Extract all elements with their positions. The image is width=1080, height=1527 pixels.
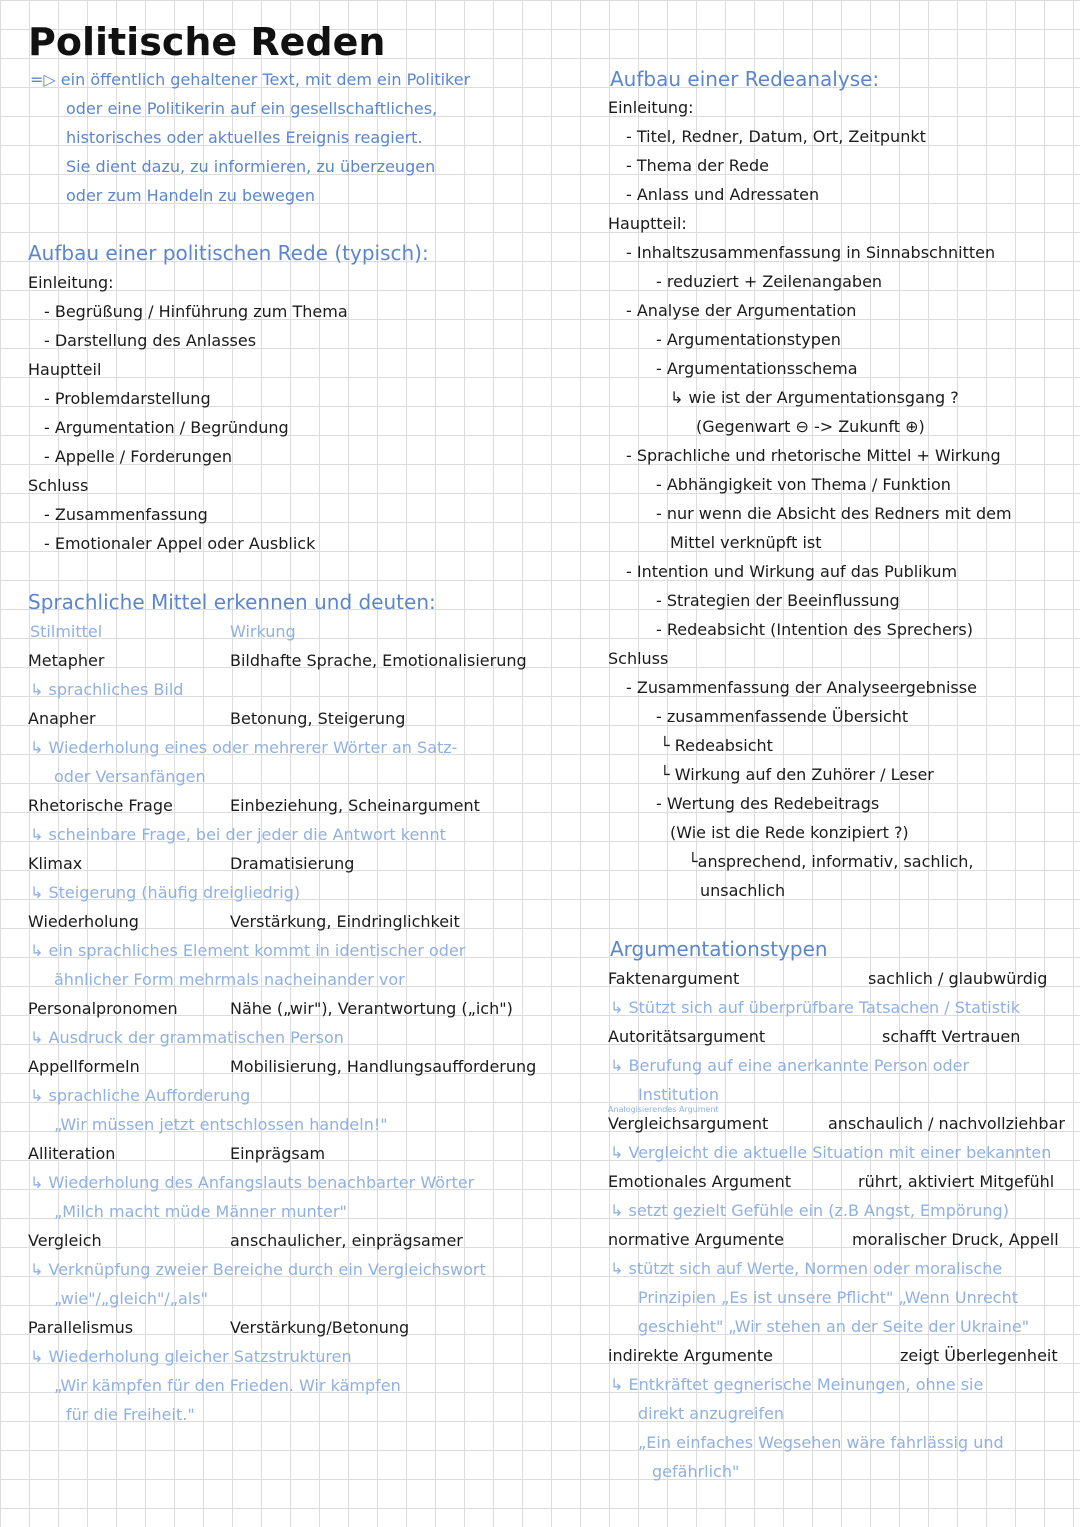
definition-line: Sie dient dazu, zu informieren, zu überzeugen <box>66 157 436 176</box>
device-effect: Verstärkung, Eindringlichkeit <box>230 912 460 931</box>
analysis-line: └ Wirkung auf den Zuhörer / Leser <box>660 765 934 784</box>
structure-line: - Emotionaler Appel oder Ausblick <box>44 534 316 553</box>
device-explanation: ↳ Wiederholung des Anfangslauts benachbarter Wörter <box>30 1173 475 1192</box>
argtype-effect: anschaulich / nachvollziehbar <box>828 1114 1065 1133</box>
analysis-line: - Intention und Wirkung auf das Publikum <box>626 562 958 581</box>
argtype-explanation: ↳ stützt sich auf Werte, Normen oder moralische <box>610 1259 1003 1278</box>
analysis-line: (Gegenwart ⊖ -> Zukunft ⊕) <box>696 417 925 436</box>
device-explanation: ↳ scheinbare Frage, bei der jeder die Antwort kennt <box>30 825 446 844</box>
device-effect: Mobilisierung, Handlungsaufforderung <box>230 1057 537 1076</box>
device-name: Wiederholung <box>28 912 139 931</box>
analysis-line: ↳ wie ist der Argumentationsgang ? <box>670 388 959 407</box>
device-explanation: „Wir müssen jetzt entschlossen handeln!" <box>54 1115 388 1134</box>
analysis-line: - Argumentationstypen <box>656 330 841 349</box>
device-effect: Einprägsam <box>230 1144 326 1163</box>
device-explanation: ↳ sprachliches Bild <box>30 680 184 699</box>
argtype-explanation: „Ein einfaches Wegsehen wäre fahrlässig und <box>638 1433 1004 1452</box>
argtype-name: normative Argumente <box>608 1230 784 1249</box>
argtype-explanation: ↳ Entkräftet gegnerische Meinungen, ohne sie <box>610 1375 984 1394</box>
argtype-name: Faktenargument <box>608 969 740 988</box>
column-header-wirkung: Wirkung <box>230 622 296 641</box>
device-name: Appellformeln <box>28 1057 140 1076</box>
device-name: Klimax <box>28 854 83 873</box>
argtype-explanation: ↳ Stützt sich auf überprüfbare Tatsachen / Statistik <box>610 998 1021 1017</box>
argtype-explanation: ↳ setzt gezielt Gefühle ein (z.B Angst, Empörung) <box>610 1201 1009 1220</box>
structure-line: - Begrüßung / Hinführung zum Thema <box>44 302 348 321</box>
speech-structure-heading: Aufbau einer politischen Rede (typisch): <box>28 241 429 265</box>
device-effect: Nähe („wir"), Verantwortung („ich") <box>230 999 513 1018</box>
device-effect: anschaulicher, einprägsamer <box>230 1231 463 1250</box>
argtype-effect: zeigt Überlegenheit <box>900 1346 1058 1365</box>
analysis-line: - Wertung des Redebeitrags <box>656 794 880 813</box>
device-name: Anapher <box>28 709 96 728</box>
definition-line: historisches oder aktuelles Ereignis reagiert. <box>66 128 423 147</box>
analysis-line: Schluss <box>608 649 669 668</box>
analysis-line: (Wie ist die Rede konzipiert ?) <box>670 823 909 842</box>
device-name: Personalpronomen <box>28 999 178 1018</box>
device-effect: Betonung, Steigerung <box>230 709 406 728</box>
structure-line: - Problemdarstellung <box>44 389 211 408</box>
device-explanation: ↳ Ausdruck der grammatischen Person <box>30 1028 344 1047</box>
device-name: Parallelismus <box>28 1318 134 1337</box>
argtype-effect: sachlich / glaubwürdig <box>868 969 1048 988</box>
analysis-line: Mittel verknüpft ist <box>670 533 822 552</box>
structure-line: - Zusammenfassung <box>44 505 208 524</box>
definition-line: =▷ ein öffentlich gehaltener Text, mit dem ein Politiker <box>30 70 471 89</box>
device-explanation: für die Freiheit." <box>66 1405 195 1424</box>
device-effect: Verstärkung/Betonung <box>230 1318 410 1337</box>
analysis-line: Einleitung: <box>608 98 694 117</box>
argtype-effect: rührt, aktiviert Mitgefühl <box>858 1172 1055 1191</box>
device-effect: Einbeziehung, Scheinargument <box>230 796 480 815</box>
analysis-line: - Inhaltszusammenfassung in Sinnabschnitten <box>626 243 996 262</box>
analysis-line: - Titel, Redner, Datum, Ort, Zeitpunkt <box>626 127 926 146</box>
structure-line: Hauptteil <box>28 360 102 379</box>
analysis-line: └ Redeabsicht <box>660 736 773 755</box>
argtype-explanation: gefährlich" <box>652 1462 740 1481</box>
device-explanation: „Wir kämpfen für den Frieden. Wir kämpfen <box>54 1376 401 1395</box>
argtype-name: indirekte Argumente <box>608 1346 773 1365</box>
analysis-line: - Zusammenfassung der Analyseergebnisse <box>626 678 977 697</box>
argtype-explanation: geschieht" „Wir stehen an der Seite der Ukraine" <box>638 1317 1030 1336</box>
device-name: Rhetorische Frage <box>28 796 173 815</box>
argtype-explanation: Institution <box>638 1085 719 1104</box>
analysis-heading: Aufbau einer Redeanalyse: <box>610 67 880 91</box>
device-explanation: ↳ Wiederholung eines oder mehrerer Wörter an Satz- <box>30 738 458 757</box>
analysis-line: - Strategien der Beeinflussung <box>656 591 900 610</box>
definition-line: oder zum Handeln zu bewegen <box>66 186 316 205</box>
analysis-line: - Analyse der Argumentation <box>626 301 857 320</box>
argtype-effect: schafft Vertrauen <box>882 1027 1021 1046</box>
devices-heading: Sprachliche Mittel erkennen und deuten: <box>28 590 436 614</box>
device-name: Metapher <box>28 651 105 670</box>
device-explanation: ähnlicher Form mehrmals nacheinander vor <box>54 970 405 989</box>
analysis-line: unsachlich <box>700 881 786 900</box>
argtype-name: Emotionales Argument <box>608 1172 792 1191</box>
analog-note: Analogisierendes Argument <box>608 1105 719 1114</box>
analysis-line: - Sprachliche und rhetorische Mittel + Wirkung <box>626 446 1001 465</box>
device-explanation: „Milch macht müde Männer munter" <box>54 1202 347 1221</box>
argtype-effect: moralischer Druck, Appell <box>852 1230 1059 1249</box>
analysis-line: - Redeabsicht (Intention des Sprechers) <box>656 620 973 639</box>
device-explanation: ↳ sprachliche Aufforderung <box>30 1086 251 1105</box>
page-title: Politische Reden <box>28 20 386 64</box>
structure-line: Schluss <box>28 476 89 495</box>
analysis-line: - Anlass und Adressaten <box>626 185 820 204</box>
device-explanation: ↳ Wiederholung gleicher Satzstrukturen <box>30 1347 352 1366</box>
analysis-line: - reduziert + Zeilenangaben <box>656 272 883 291</box>
device-explanation: ↳ Steigerung (häufig dreigliedrig) <box>30 883 301 902</box>
device-effect: Dramatisierung <box>230 854 355 873</box>
analysis-line: - Thema der Rede <box>626 156 769 175</box>
device-name: Vergleich <box>28 1231 102 1250</box>
definition-line: oder eine Politikerin auf ein gesellschaftliches, <box>66 99 438 118</box>
device-effect: Bildhafte Sprache, Emotionalisierung <box>230 651 527 670</box>
analysis-line: - zusammenfassende Übersicht <box>656 707 909 726</box>
argtype-explanation: direkt anzugreifen <box>638 1404 785 1423</box>
argument-types-heading: Argumentationstypen <box>610 937 828 961</box>
argtype-explanation: Prinzipien „Es ist unsere Pflicht" „Wenn Unrecht <box>638 1288 1018 1307</box>
column-header-stilmittel: Stilmittel <box>30 622 103 641</box>
analysis-line: - Abhängigkeit von Thema / Funktion <box>656 475 951 494</box>
analysis-line: └ansprechend, informativ, sachlich, <box>688 852 974 871</box>
device-explanation: oder Versanfängen <box>54 767 206 786</box>
argtype-explanation: ↳ Vergleicht die aktuelle Situation mit einer bekannten <box>610 1143 1052 1162</box>
analysis-line: Hauptteil: <box>608 214 687 233</box>
device-explanation: ↳ ein sprachliches Element kommt in identischer oder <box>30 941 466 960</box>
device-explanation: „wie"/„gleich"/„als" <box>54 1289 208 1308</box>
structure-line: - Darstellung des Anlasses <box>44 331 257 350</box>
structure-line: - Argumentation / Begründung <box>44 418 289 437</box>
analysis-line: - Argumentationsschema <box>656 359 858 378</box>
structure-line: - Appelle / Forderungen <box>44 447 232 466</box>
argtype-name: Vergleichsargument <box>608 1114 769 1133</box>
device-name: Alliteration <box>28 1144 116 1163</box>
argtype-name: Autoritätsargument <box>608 1027 766 1046</box>
argtype-explanation: ↳ Berufung auf eine anerkannte Person oder <box>610 1056 970 1075</box>
device-explanation: ↳ Verknüpfung zweier Bereiche durch ein Vergleichswort <box>30 1260 486 1279</box>
analysis-line: - nur wenn die Absicht des Redners mit dem <box>656 504 1012 523</box>
structure-line: Einleitung: <box>28 273 114 292</box>
